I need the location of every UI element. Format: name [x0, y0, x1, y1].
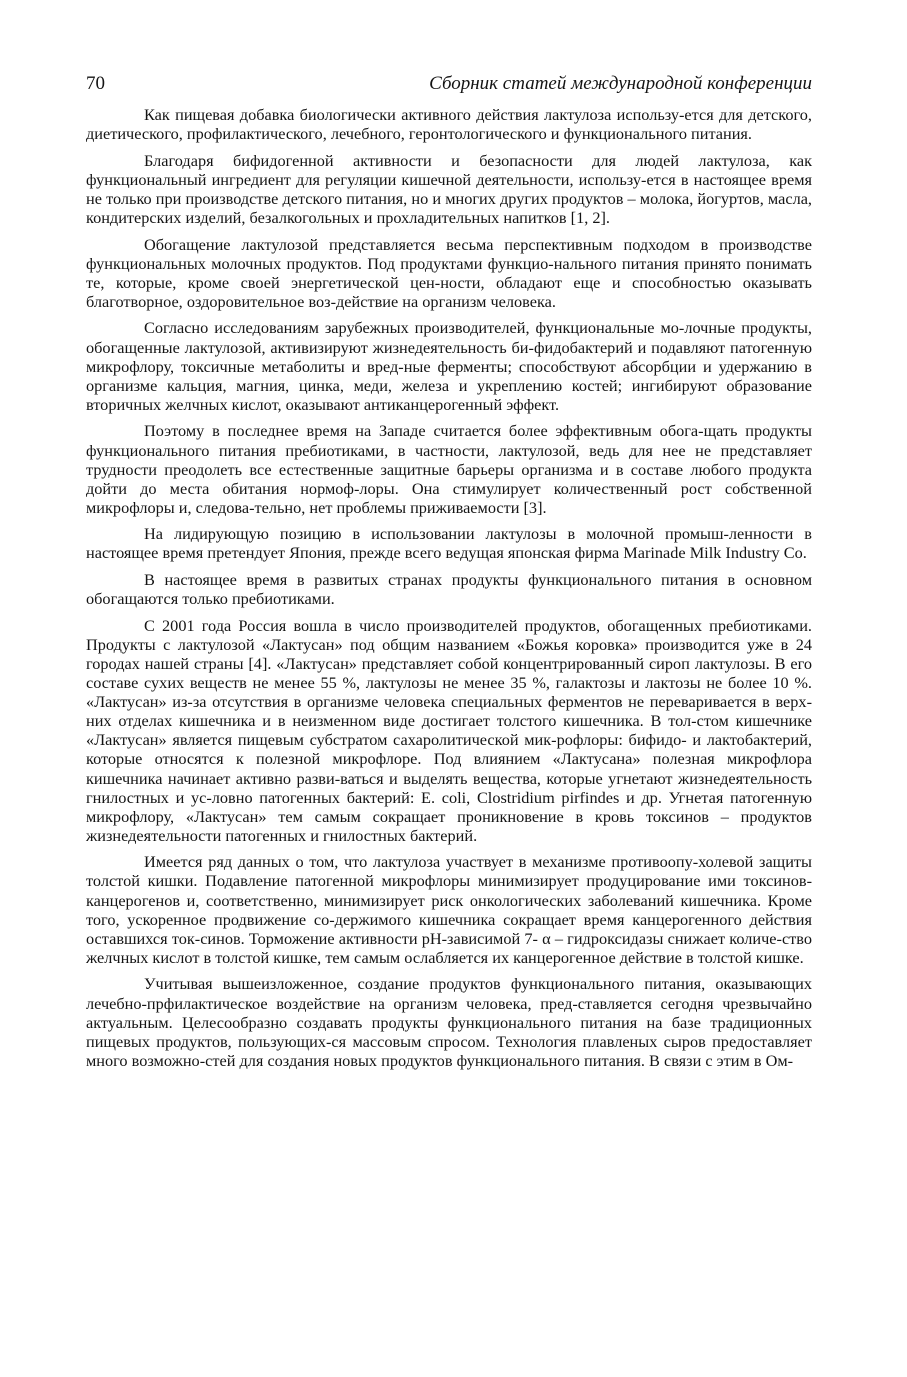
paragraph: Поэтому в последнее время на Западе считается более эффективным обога-щать продукты функционального питания пребиотиками, в частности, лактулозой, ведь для нее не представляет трудности преодолеть все естественные защитные барьеры организма и в составе любого продукта дойти до места обитания нормоф-лоры. Она стимулирует количественный рост собственной микрофлоры и, следова-тельно, нет проблемы приживаемости [3]. [86, 421, 812, 517]
document-page [86, 70, 812, 1077]
paragraph: На лидирующую позицию в использовании лактулозы в молочной промыш-ленности в настоящее время претендует Япония, прежде всего ведущая японская фирма Marinade Milk Industry Co. [86, 524, 812, 563]
paragraph: Благодаря бифидогенной активности и безопасности для людей лактулоза, как функциональный ингредиент для регуляции кишечной деятельности, использу-ется в настоящее время не только при производстве детского питания, но и многих других продуктов – молока, йогуртов, масла, кондитерских изделий, безалкогольных и прохладительных напитков [1, 2]. [86, 150, 812, 227]
page-number: 70 [86, 73, 105, 94]
paragraph: Имеется ряд данных о том, что лактулоза участвует в механизме противоопу-холевой защиты толстой кишки. Подавление патогенной микрофлоры минимизирует продуцирование ими токсинов-канцерогенов и, соответственно, минимизирует риск онкологических заболеваний кишечника. Кроме того, ускоренное продвижение со-держимого кишечника сокращает время канцерогенного действия оставшихся ток-синов. Торможение активности pH-зависимой 7- α – гидроксидазы снижает количе-ство желчных кислот в толстой кишке, тем самым ослабляется их канцерогенное действие в толстой кишке. [86, 852, 812, 967]
paragraph: Обогащение лактулозой представляется весьма перспективным подходом в производстве функциональных молочных продуктов. Под продуктами функцио-нального питания принято понимать те, которые, кроме своей энергетической цен-ности, обладают еще и способностью оказывать благотворное, оздоровительное воз-действие на организм человека. [86, 234, 812, 311]
article-body [86, 105, 812, 1070]
paragraph: В настоящее время в развитых странах продукты функционального питания в основном обогащаются только пребиотиками. [86, 570, 812, 609]
paragraph: Согласно исследованиям зарубежных производителей, функциональные мо-лочные продукты, обогащенные лактулозой, активизируют жизнедеятельность би-фидобактерий и подавляют патогенную микрофлору, токсичные метаболиты и вред-ные ферменты; способствуют абсорбции и удержанию в организме кальция, магния, цинка, меди, железа и укреплению костей; ингибируют образование вторичных желчных кислот, оказывают антиканцерогенный эффект. [86, 318, 812, 414]
paragraph: Как пищевая добавка биологически активного действия лактулоза использу-ется для детского, диетического, профилактического, лечебного, геронтологического и функционального питания. [86, 105, 812, 144]
running-title: Сборник статей международной конференции [429, 73, 812, 94]
paragraph: Учитывая вышеизложенное, создание продуктов функционального питания, оказывающих лечебно-прфилактическое воздействие на организм человека, пред-ставляется сегодня чрезвычайно актуальным. Целесообразно создавать продукты функционального питания на базе традиционных пищевых продуктов, пользующих-ся массовым спросом. Технология плавленых сыров предоставляет много возможно-стей для создания новых продуктов функционального питания. В связи с этим в Ом- [86, 974, 812, 1070]
page-header [86, 70, 812, 98]
paragraph: С 2001 года Россия вошла в число производителей продуктов, обогащенных пребиотиками. Продукты с лактулозой «Лактусан» под общим названием «Божья коровка» производится уже в 24 городах нашей страны [4]. «Лактусан» представляет собой концентрированный сироп лактулозы. В его составе сухих веществ не менее 55 %, лактулозы не менее 35 %, галактозы и лактозы не более 10 %. «Лактусан» из-за отсутствия в организме человека специальных ферментов не переваривается в верх-них отделах кишечника и в неизменном виде достигает толстого кишечника. В тол-стом кишечнике «Лактусан» является пищевым субстратом сахаролитической мик-рофлоры: бифидо- и лактобактерий, которые относятся к полезной микрофлоре. Под влиянием «Лактусана» полезная микрофлора кишечника начинает активно разви-ваться и выделять вещества, которые угнетают жизнедеятельность гнилостных и ус-ловно патогенных бактерий: E. coli, Clostridium pirfindes и др. Угнетая патогенную микрофлору, «Лактусан» тем самым сокращает проникновение в кровь токсинов – продуктов жизнедеятельности патогенных и гнилостных бактерий. [86, 615, 812, 845]
